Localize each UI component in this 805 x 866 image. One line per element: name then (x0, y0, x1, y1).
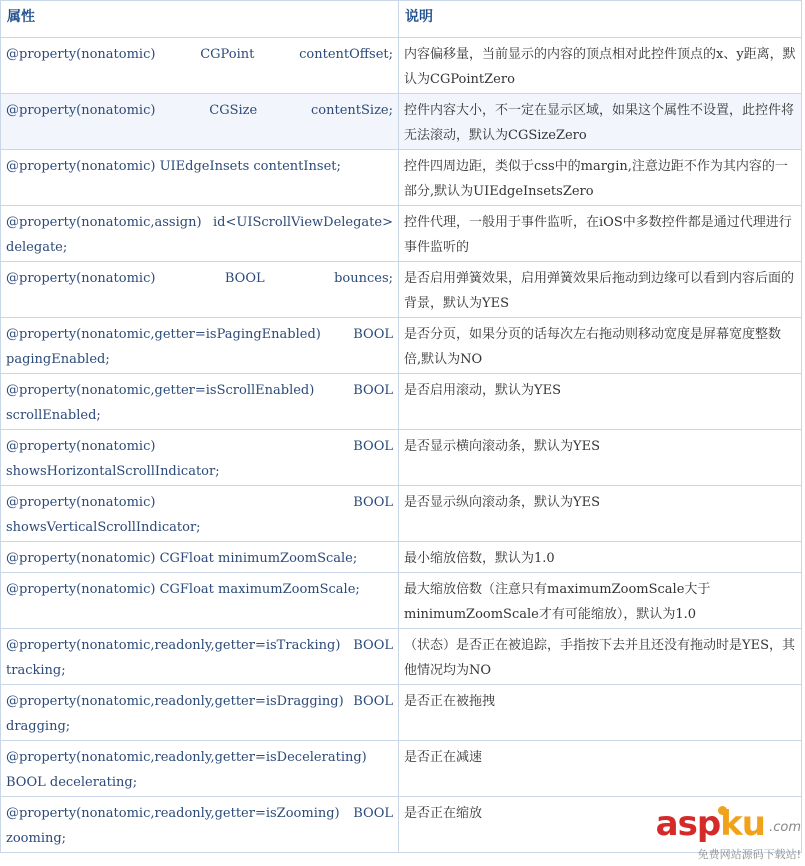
property-cell: @property(nonatomic,readonly,getter=isTracking) BOOL tracking; (1, 629, 399, 685)
description-cell: 是否正在被拖拽 (399, 685, 802, 741)
table-row (1, 573, 802, 629)
property-cell: @property(nonatomic) BOOL bounces; (1, 262, 399, 318)
property-cell: @property(nonatomic) CGFloat maximumZoomScale; (1, 573, 399, 629)
property-cell: @property(nonatomic) BOOL showsVerticalScrollIndicator; (1, 486, 399, 542)
table-row (1, 685, 802, 741)
description-cell: 是否显示纵向滚动条，默认为YES (399, 486, 802, 542)
watermark-asp: asp (655, 804, 721, 844)
property-cell: @property(nonatomic) CGFloat minimumZoomScale; (1, 542, 399, 573)
property-cell: @property(nonatomic,getter=isScrollEnabled) BOOL scrollEnabled; (1, 374, 399, 430)
property-cell: @property(nonatomic,readonly,getter=isDecelerating) BOOL decelerating; (1, 741, 399, 797)
table-row (1, 542, 802, 573)
table-row (1, 94, 802, 150)
table-row (1, 318, 802, 374)
table-row (1, 430, 802, 486)
table-row (1, 741, 802, 797)
description-cell: 是否启用弹簧效果，启用弹簧效果后拖动到边缘可以看到内容后面的背景，默认为YES (399, 262, 802, 318)
description-cell: 是否正在减速 (399, 741, 802, 797)
watermark-tagline: 免费网站源码下载站! (697, 848, 801, 861)
table-row (1, 150, 802, 206)
property-cell: @property(nonatomic,readonly,getter=isDragging) BOOL dragging; (1, 685, 399, 741)
description-cell: 内容偏移量，当前显示的内容的顶点相对此控件顶点的x、y距离，默认为CGPointZero (399, 38, 802, 94)
header-description: 说明 (399, 1, 802, 38)
description-cell: 控件四周边距，类似于css中的margin,注意边距不作为其内容的一部分,默认为UIEdgeInsetsZero (399, 150, 802, 206)
table-row (1, 206, 802, 262)
description-cell: 是否启用滚动，默认为YES (399, 374, 802, 430)
table-header-row (1, 1, 802, 38)
description-cell: 是否分页，如果分页的话每次左右拖动则移动宽度是屏幕宽度整数倍,默认为NO (399, 318, 802, 374)
description-cell: 最大缩放倍数（注意只有maximumZoomScale大于minimumZoomScale才有可能缩放），默认为1.0 (399, 573, 802, 629)
table-row (1, 374, 802, 430)
header-property: 属性 (1, 1, 399, 38)
table-row (1, 629, 802, 685)
property-cell: @property(nonatomic) CGPoint contentOffset; (1, 38, 399, 94)
description-cell: 控件内容大小，不一定在显示区域，如果这个属性不设置，此控件将无法滚动，默认为CGSizeZero (399, 94, 802, 150)
description-cell: 最小缩放倍数，默认为1.0 (399, 542, 802, 573)
aspku-watermark-logo (629, 802, 801, 864)
table-row (1, 38, 802, 94)
table-row (1, 486, 802, 542)
table-row (1, 262, 802, 318)
description-cell: 控件代理，一般用于事件监听，在iOS中多数控件都是通过代理进行事件监听的 (399, 206, 802, 262)
description-cell: （状态）是否正在被追踪，手指按下去并且还没有拖动时是YES，其他情况均为NO (399, 629, 802, 685)
property-cell: @property(nonatomic,getter=isPagingEnabled) BOOL pagingEnabled; (1, 318, 399, 374)
property-cell: @property(nonatomic) BOOL showsHorizontalScrollIndicator; (1, 430, 399, 486)
watermark-ku: ku (720, 804, 765, 844)
description-cell: 是否正在缩放 (399, 797, 802, 853)
property-cell: @property(nonatomic) UIEdgeInsets contentInset; (1, 150, 399, 206)
property-cell: @property(nonatomic) CGSize contentSize; (1, 94, 399, 150)
watermark-domain: .com (769, 820, 801, 835)
property-cell: @property(nonatomic,readonly,getter=isZooming) BOOL zooming; (1, 797, 399, 853)
watermark-wordmark (656, 804, 765, 844)
description-cell: 是否显示横向滚动条，默认为YES (399, 430, 802, 486)
property-cell: @property(nonatomic,assign) id<UIScrollViewDelegate> delegate; (1, 206, 399, 262)
